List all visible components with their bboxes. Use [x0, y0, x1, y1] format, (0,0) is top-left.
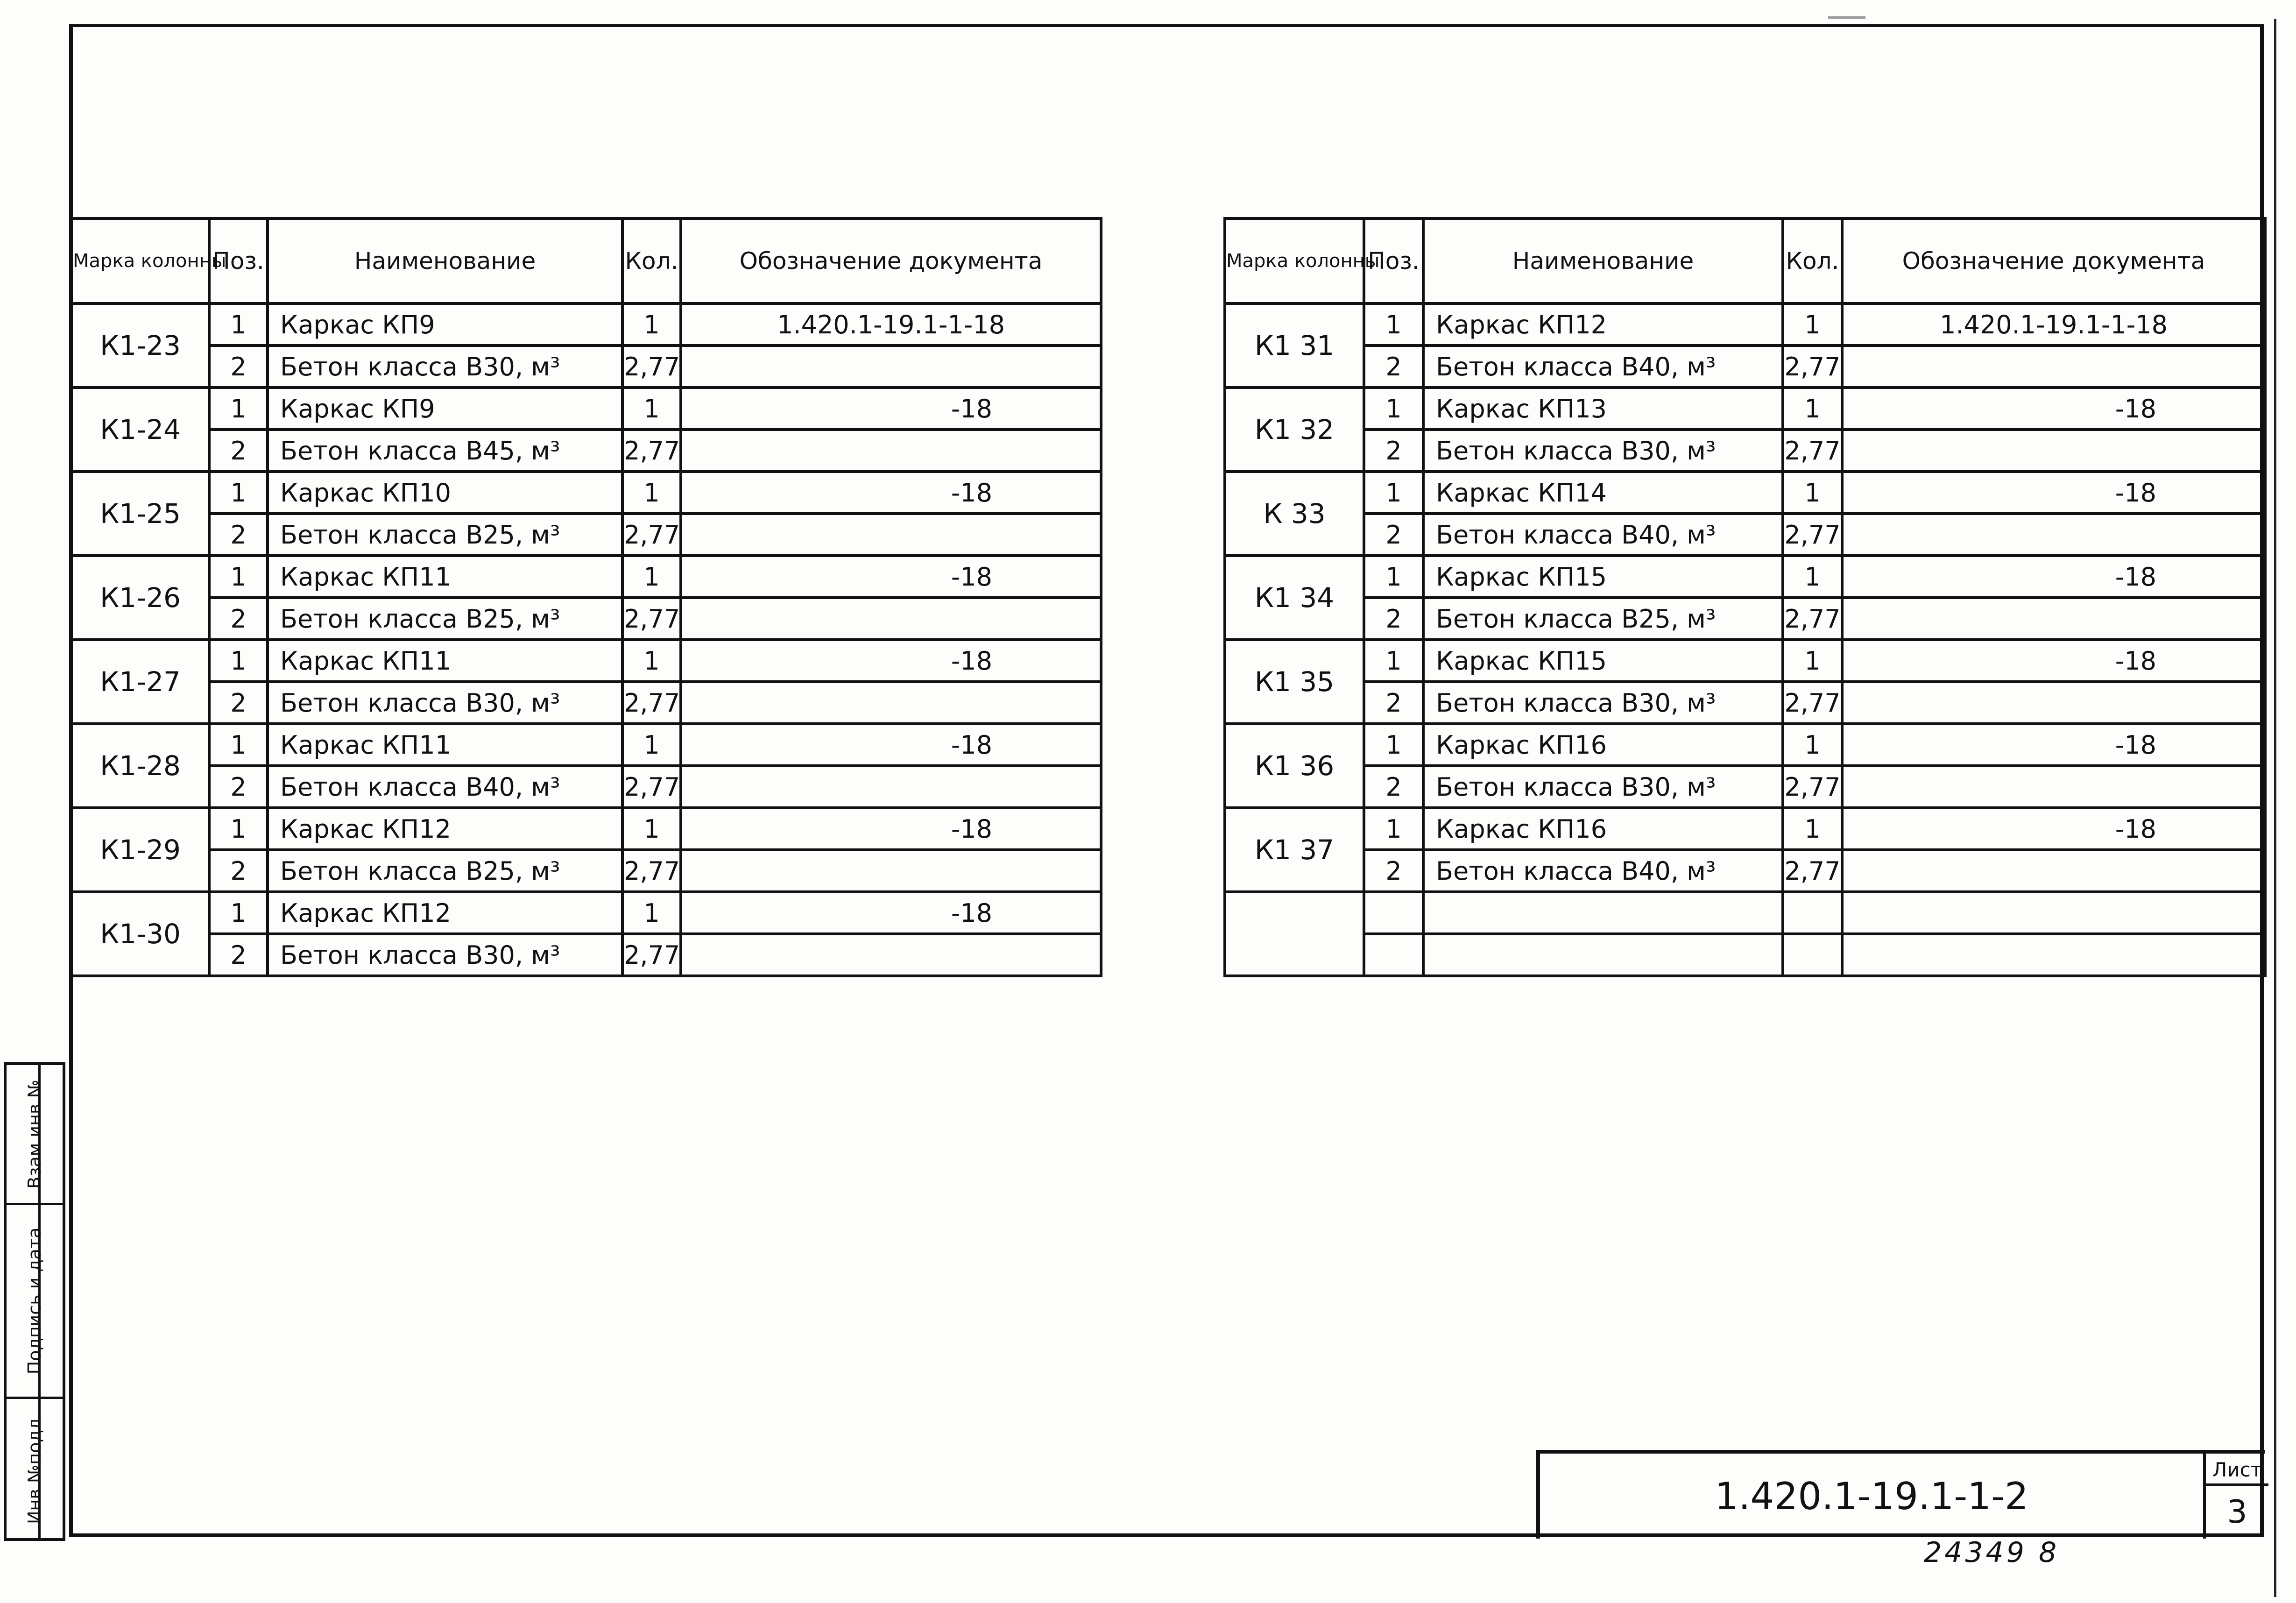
quantity-cell: 2,77: [622, 598, 681, 640]
quantity-cell: 1: [622, 304, 681, 346]
quantity-cell: 1: [622, 388, 681, 430]
item-name-cell: Бетон класса В25, м³: [268, 514, 622, 556]
position-cell: 2: [1364, 514, 1423, 556]
item-name-cell: Каркас КП13: [1423, 388, 1783, 430]
position-cell: 2: [1364, 430, 1423, 472]
table-row: [71, 472, 1101, 514]
document-cell: -18: [681, 724, 1101, 766]
document-cell: [1842, 514, 2265, 556]
column-mark-cell: К1-30: [71, 892, 209, 976]
table-row: [71, 430, 1101, 472]
position-cell: 2: [209, 850, 268, 892]
quantity-cell: 1: [1783, 472, 1842, 514]
document-cell: [1842, 346, 2265, 388]
document-cell: [681, 682, 1101, 724]
position-cell: 1: [1364, 304, 1423, 346]
item-name-cell: Каркас КП12: [268, 892, 622, 934]
position-cell: 2: [209, 514, 268, 556]
document-cell: [1842, 892, 2265, 934]
item-name-cell: Бетон класса В25, м³: [268, 850, 622, 892]
position-cell: 2: [209, 766, 268, 808]
item-name-cell: Каркас КП9: [268, 304, 622, 346]
position-cell: 1: [209, 388, 268, 430]
quantity-cell: 1: [1783, 808, 1842, 850]
column-mark-cell: К1-24: [71, 388, 209, 472]
position-cell: 2: [209, 934, 268, 976]
sheet-label: Лист: [2206, 1454, 2268, 1486]
position-cell: 1: [1364, 472, 1423, 514]
document-cell: [1842, 430, 2265, 472]
item-name-cell: Бетон класса В25, м³: [1423, 598, 1783, 640]
item-name-cell: Бетон класса В40, м³: [1423, 850, 1783, 892]
document-cell: -18: [1842, 808, 2265, 850]
position-cell: 2: [1364, 682, 1423, 724]
position-cell: 2: [1364, 850, 1423, 892]
header-doc: Обозначение документа: [681, 219, 1101, 304]
document-cell: [681, 766, 1101, 808]
column-mark-cell: К1-29: [71, 808, 209, 892]
document-cell: 1.420.1-19.1-1-18: [681, 304, 1101, 346]
item-name-cell: Бетон класса В40, м³: [1423, 346, 1783, 388]
position-cell: 2: [209, 598, 268, 640]
position-cell: 1: [1364, 388, 1423, 430]
item-name-cell: Бетон класса В45, м³: [268, 430, 622, 472]
header-qty: Кол.: [1783, 219, 1842, 304]
table-row: [1225, 808, 2265, 850]
table-row: [1225, 430, 2265, 472]
document-cell: 1.420.1-19.1-1-18: [1842, 304, 2265, 346]
quantity-cell: 2,77: [622, 682, 681, 724]
item-name-cell: Каркас КП14: [1423, 472, 1783, 514]
table-row: [1225, 514, 2265, 556]
sheet-number: 3: [2227, 1494, 2247, 1531]
document-cell: -18: [1842, 640, 2265, 682]
position-cell: 2: [209, 430, 268, 472]
side-cell-inventory: [7, 1399, 63, 1538]
table-row: [71, 304, 1101, 346]
header-name: Наименование: [1423, 219, 1783, 304]
item-name-cell: Каркас КП11: [268, 640, 622, 682]
column-mark-cell: К1 37: [1225, 808, 1364, 892]
document-cell: -18: [1842, 724, 2265, 766]
quantity-cell: 1: [1783, 304, 1842, 346]
side-cell-replacement: [7, 1065, 63, 1205]
quantity-cell: 1: [622, 472, 681, 514]
header-name: Наименование: [268, 219, 622, 304]
quantity-cell: 2,77: [1783, 766, 1842, 808]
header-pos: Поз.: [1364, 219, 1423, 304]
position-cell: 1: [209, 556, 268, 598]
document-cell: [1842, 598, 2265, 640]
item-name-cell: Бетон класса В30, м³: [268, 682, 622, 724]
table-row: [1225, 682, 2265, 724]
item-name-cell: Бетон класса В30, м³: [1423, 430, 1783, 472]
position-cell: 2: [1364, 346, 1423, 388]
document-cell: [681, 598, 1101, 640]
quantity-cell: 1: [1783, 388, 1842, 430]
quantity-cell: [1783, 934, 1842, 976]
quantity-cell: 2,77: [622, 430, 681, 472]
table-row: [1225, 472, 2265, 514]
quantity-cell: 1: [622, 556, 681, 598]
table-row: [1225, 388, 2265, 430]
quantity-cell: 1: [622, 724, 681, 766]
document-cell: -18: [681, 472, 1101, 514]
item-name-cell: [1423, 934, 1783, 976]
position-cell: 2: [209, 346, 268, 388]
table-row: [71, 934, 1101, 976]
header-mark: Марка колонны: [71, 219, 209, 304]
document-cell: [681, 346, 1101, 388]
position-cell: 1: [1364, 640, 1423, 682]
table-row: [71, 766, 1101, 808]
position-cell: 1: [209, 304, 268, 346]
quantity-cell: 2,77: [622, 766, 681, 808]
item-name-cell: Каркас КП16: [1423, 808, 1783, 850]
document-cell: [681, 850, 1101, 892]
table-row: [1225, 934, 2265, 976]
side-stamp-strip: [4, 1062, 65, 1541]
table-row: [1225, 598, 2265, 640]
item-name-cell: Каркас КП11: [268, 724, 622, 766]
header-mark: Марка колонны: [1225, 219, 1364, 304]
document-cell: [681, 514, 1101, 556]
top-mark: [1828, 16, 1865, 19]
document-cell: [1842, 766, 2265, 808]
position-cell: 2: [1364, 598, 1423, 640]
quantity-cell: 1: [622, 640, 681, 682]
column-mark-cell: К1 34: [1225, 556, 1364, 640]
position-cell: 2: [209, 682, 268, 724]
quantity-cell: 1: [622, 892, 681, 934]
item-name-cell: Каркас КП15: [1423, 556, 1783, 598]
position-cell: 1: [209, 892, 268, 934]
header-doc: Обозначение документа: [1842, 219, 2265, 304]
item-name-cell: Каркас КП16: [1423, 724, 1783, 766]
side-label-signature: Подпись и дата: [24, 1227, 45, 1375]
table-row: [71, 346, 1101, 388]
column-mark-cell: К1 35: [1225, 640, 1364, 724]
document-cell: [681, 430, 1101, 472]
table-row: [71, 388, 1101, 430]
position-cell: [1364, 934, 1423, 976]
table-row: [71, 850, 1101, 892]
document-cell: [1842, 934, 2265, 976]
column-mark-cell: К1-28: [71, 724, 209, 808]
header-qty: Кол.: [622, 219, 681, 304]
side-label-inventory: Инв.№подл.: [24, 1412, 45, 1525]
table-row: [1225, 556, 2265, 598]
column-mark-cell: К1 32: [1225, 388, 1364, 472]
position-cell: [1364, 892, 1423, 934]
item-name-cell: Каркас КП10: [268, 472, 622, 514]
item-name-cell: Каркас КП15: [1423, 640, 1783, 682]
side-label-replacement: Взам.инв.№: [24, 1079, 45, 1189]
quantity-cell: 1: [1783, 556, 1842, 598]
table-header-row: [71, 219, 1101, 304]
table-row: [1225, 640, 2265, 682]
position-cell: 2: [1364, 766, 1423, 808]
table-row: [1225, 850, 2265, 892]
column-mark-cell: [1225, 892, 1364, 976]
spec-table-right: [1223, 217, 2267, 977]
column-mark-cell: К1 36: [1225, 724, 1364, 808]
quantity-cell: 2,77: [622, 514, 681, 556]
document-cell: -18: [1842, 556, 2265, 598]
table-row: [71, 892, 1101, 934]
right-edge-line: [2274, 19, 2276, 1597]
position-cell: 1: [209, 472, 268, 514]
quantity-cell: 2,77: [622, 346, 681, 388]
table-row: [1225, 766, 2265, 808]
table-row: [1225, 724, 2265, 766]
table-row: [71, 556, 1101, 598]
position-cell: 1: [1364, 808, 1423, 850]
document-cell: -18: [681, 388, 1101, 430]
table-row: [71, 640, 1101, 682]
item-name-cell: [1423, 892, 1783, 934]
document-cell: [1842, 850, 2265, 892]
table-row: [71, 808, 1101, 850]
spec-table-left: [70, 217, 1102, 977]
item-name-cell: Бетон класса В25, м³: [268, 598, 622, 640]
column-mark-cell: К1-27: [71, 640, 209, 724]
table-row: [1225, 892, 2265, 934]
quantity-cell: 1: [1783, 640, 1842, 682]
header-pos: Поз.: [209, 219, 268, 304]
quantity-cell: 2,77: [1783, 682, 1842, 724]
column-mark-cell: К1 31: [1225, 304, 1364, 388]
document-cell: -18: [681, 808, 1101, 850]
quantity-cell: 2,77: [1783, 514, 1842, 556]
document-cell: -18: [681, 640, 1101, 682]
item-name-cell: Каркас КП11: [268, 556, 622, 598]
position-cell: 1: [209, 808, 268, 850]
quantity-cell: 2,77: [622, 934, 681, 976]
column-mark-cell: К 33: [1225, 472, 1364, 556]
table-header-row: [1225, 219, 2265, 304]
document-cell: -18: [1842, 472, 2265, 514]
column-mark-cell: К1-26: [71, 556, 209, 640]
document-cell: -18: [1842, 388, 2265, 430]
table-row: [71, 724, 1101, 766]
item-name-cell: Каркас КП12: [1423, 304, 1783, 346]
item-name-cell: Бетон класса В40, м³: [268, 766, 622, 808]
item-name-cell: Бетон класса В30, м³: [1423, 766, 1783, 808]
quantity-cell: 2,77: [1783, 850, 1842, 892]
document-code: 1.420.1-19.1-1-2: [1715, 1474, 2028, 1518]
column-mark-cell: К1-25: [71, 472, 209, 556]
item-name-cell: Бетон класса В30, м³: [1423, 682, 1783, 724]
table-row: [71, 514, 1101, 556]
quantity-cell: 1: [1783, 724, 1842, 766]
table-row: [71, 682, 1101, 724]
document-cell: -18: [681, 892, 1101, 934]
quantity-cell: 2,77: [1783, 346, 1842, 388]
position-cell: 1: [209, 724, 268, 766]
position-cell: 1: [1364, 724, 1423, 766]
item-name-cell: Бетон класса В30, м³: [268, 346, 622, 388]
position-cell: 1: [1364, 556, 1423, 598]
table-row: [71, 598, 1101, 640]
document-cell: [681, 934, 1101, 976]
side-cell-signature: [7, 1205, 63, 1399]
table-row: [1225, 304, 2265, 346]
title-block: [1536, 1450, 2265, 1539]
item-name-cell: Каркас КП9: [268, 388, 622, 430]
document-cell: -18: [681, 556, 1101, 598]
item-name-cell: Каркас КП12: [268, 808, 622, 850]
quantity-cell: 1: [622, 808, 681, 850]
sheet-box: [2203, 1454, 2268, 1539]
item-name-cell: Бетон класса В30, м³: [268, 934, 622, 976]
quantity-cell: 2,77: [1783, 598, 1842, 640]
document-cell: [1842, 682, 2265, 724]
quantity-cell: 2,77: [1783, 430, 1842, 472]
table-row: [1225, 346, 2265, 388]
quantity-cell: 2,77: [622, 850, 681, 892]
column-mark-cell: К1-23: [71, 304, 209, 388]
item-name-cell: Бетон класса В40, м³: [1423, 514, 1783, 556]
archive-number: 24349 8: [1924, 1536, 2060, 1569]
quantity-cell: [1783, 892, 1842, 934]
position-cell: 1: [209, 640, 268, 682]
